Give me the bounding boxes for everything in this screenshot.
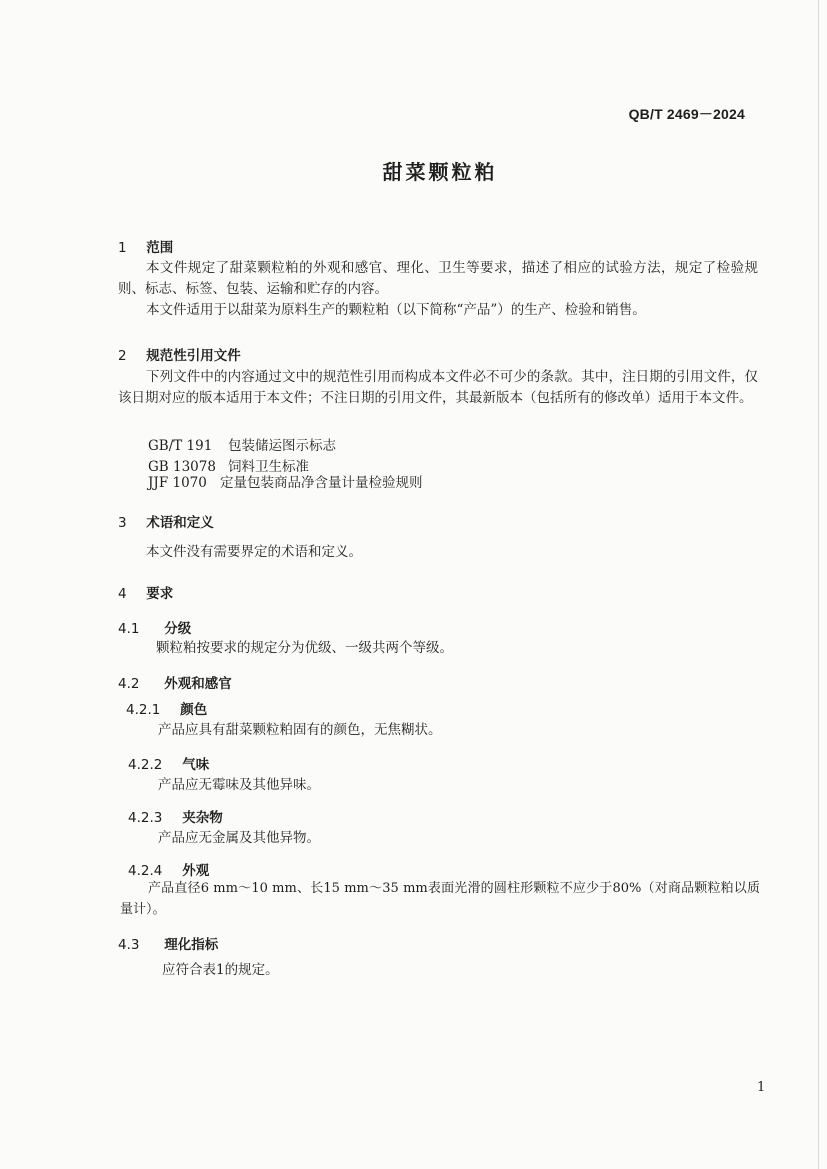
page-number: 1: [757, 1080, 766, 1095]
section-4-2-heading: [118, 672, 232, 692]
section-number: 4.1: [118, 621, 140, 637]
section-1-heading: [118, 236, 173, 256]
section-number: 4.3: [118, 937, 140, 953]
reference-item: [148, 471, 423, 491]
section-3-heading: [118, 511, 214, 531]
section-title: 理化指标: [164, 937, 219, 953]
section-4-1-para: 颗粒粕按要求的规定分为优级、一级共两个等级。: [156, 640, 453, 656]
section-1-para-1: 本文件规定了甜菜颗粒粕的外观和感官、理化、卫生等要求，描述了相应的试验方法，规定了检验规则、标志、标签、包装、运输和贮存的内容。: [118, 260, 758, 297]
section-2-heading: [118, 344, 241, 364]
section-4-1-heading: [118, 617, 191, 637]
reference-code: JJF 1070: [148, 475, 207, 491]
section-4-2-3-para: 产品应无金属及其他异物。: [158, 830, 320, 846]
section-title: 夹杂物: [182, 810, 223, 826]
section-title: 范围: [146, 240, 174, 256]
section-4-3-heading: [118, 933, 218, 953]
section-number: 4.2.1: [126, 702, 161, 718]
section-1-para-2: 本文件适用于以甜菜为原料生产的颗粒粕（以下简称“产品”）的生产、检验和销售。: [146, 302, 646, 318]
document-code: QB/T 2469－2024: [628, 106, 745, 122]
section-title: 外观和感官: [164, 676, 232, 692]
section-4-2-2-para: 产品应无霉味及其他异味。: [158, 777, 320, 793]
section-number: 4.2.4: [128, 863, 163, 879]
section-number: 4.2: [118, 676, 140, 692]
section-title: 颜色: [180, 702, 208, 718]
section-number: 1: [118, 240, 127, 256]
section-number: 2: [118, 348, 127, 364]
section-4-3-para: 应符合表1的规定。: [162, 962, 279, 978]
section-number: 4.2.3: [128, 810, 163, 826]
reference-code: GB 13078: [148, 459, 216, 475]
section-number: 4: [118, 586, 127, 602]
section-title: 分级: [164, 621, 192, 637]
section-4-heading: [118, 582, 173, 602]
reference-code: GB/T 191: [148, 438, 213, 454]
section-number: 3: [118, 515, 127, 531]
section-title: 术语和定义: [146, 515, 214, 531]
section-title: 要求: [146, 586, 174, 602]
section-title: 外观: [182, 863, 210, 879]
section-4-2-2-heading: [128, 753, 209, 773]
reference-name: 定量包装商品净含量计量检验规则: [220, 475, 423, 491]
section-3-para: 本文件没有需要界定的术语和定义。: [146, 544, 362, 560]
section-4-2-1-para: 产品应具有甜菜颗粒粕固有的颜色，无焦糊状。: [158, 722, 442, 738]
reference-name: 包装储运图示标志: [228, 438, 336, 454]
section-title: 规范性引用文件: [146, 348, 241, 364]
section-4-2-4-heading: [128, 859, 209, 879]
section-title: 气味: [182, 757, 210, 773]
reference-item: [148, 434, 336, 454]
document-title: 甜菜颗粒粕: [382, 160, 498, 184]
reference-name: 饲料卫生标准: [228, 459, 309, 475]
section-4-2-1-heading: [126, 698, 207, 718]
section-4-2-4-para: 产品直径6 mm～10 mm、长15 mm～35 mm表面光滑的圆柱形颗粒不应少于80%（对商品颗粒粕以质量计）。: [120, 881, 760, 917]
section-2-para: 下列文件中的内容通过文中的规范性引用而构成本文件必不可少的条款。其中，注日期的引用文件，仅该日期对应的版本适用于本文件；不注日期的引用文件，其最新版本（包括所有的修改单）适用于本文件。: [118, 369, 758, 406]
section-4-2-3-heading: [128, 806, 223, 826]
section-number: 4.2.2: [128, 757, 163, 773]
